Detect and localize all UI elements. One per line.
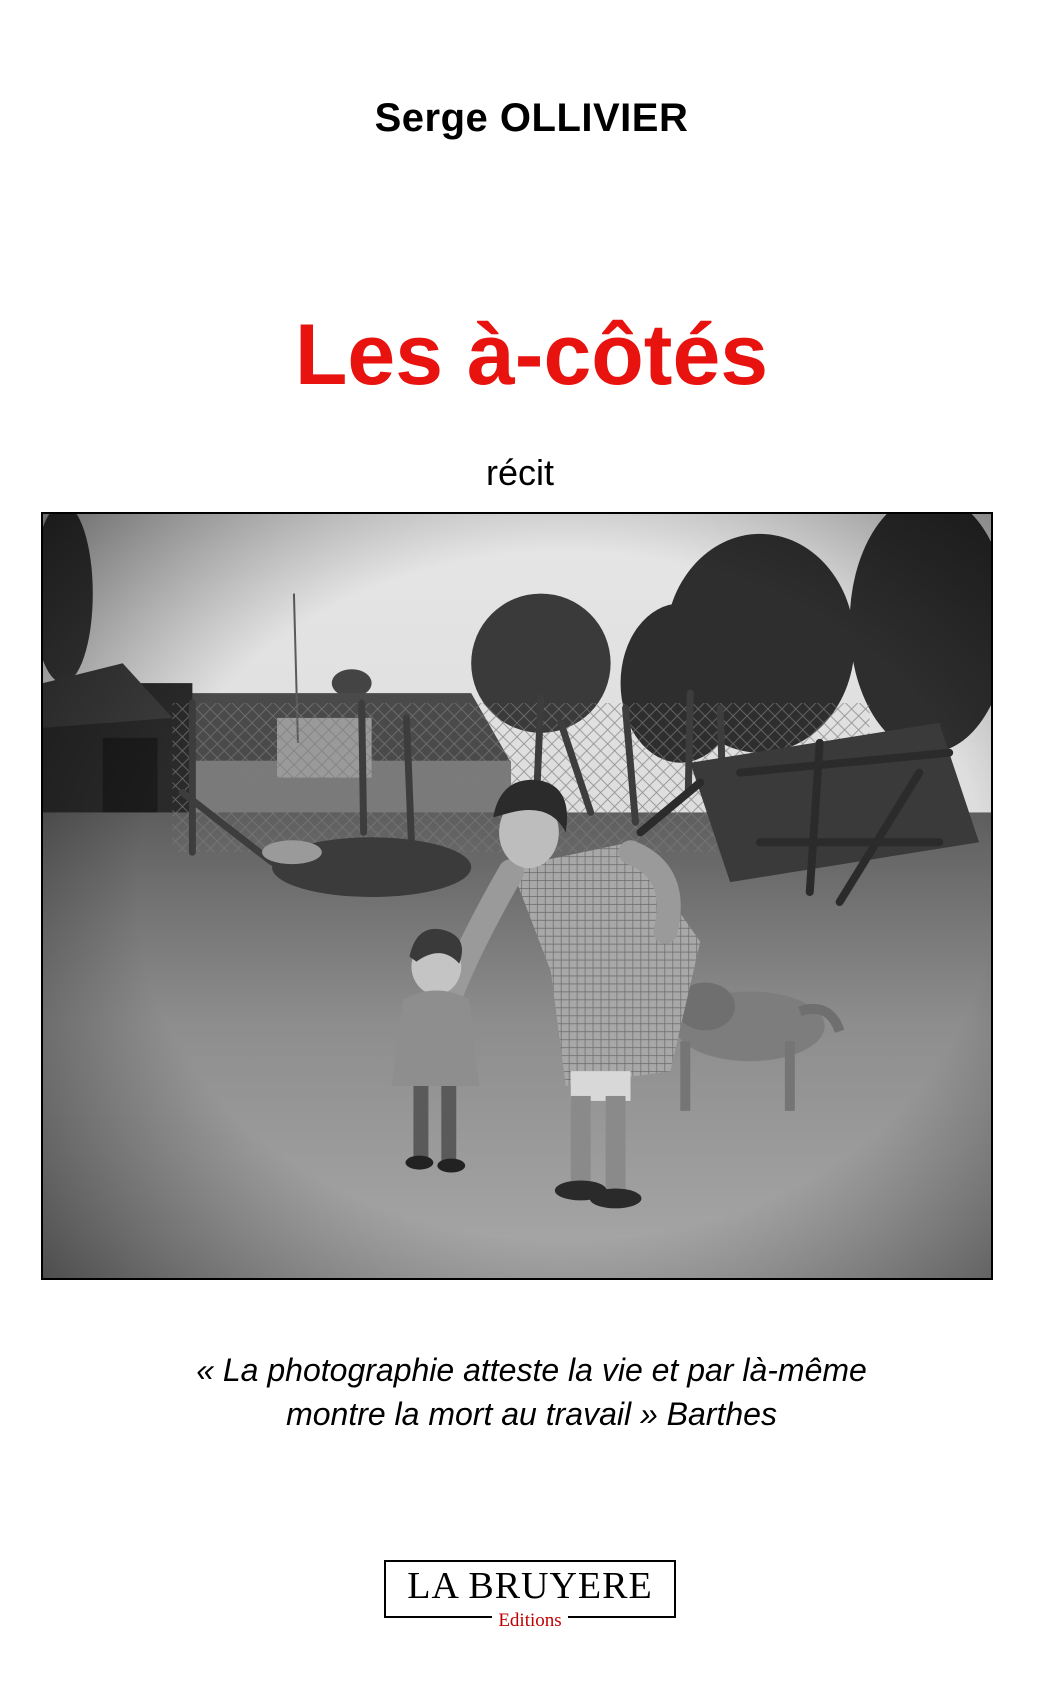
author-name: Serge OLLIVIER [374,96,689,140]
photo-illustration [43,514,991,1278]
cover-photograph [41,512,993,1280]
book-title: Les à-côtés [294,307,769,403]
photo-vignette [43,514,991,1278]
publisher-name: LA BRUYERE [407,1565,653,1607]
epigraph-quote [0,1348,1063,1436]
publisher-sub: Editions [492,1611,567,1630]
quote-line-1: « La photographie atteste la vie et par là-même [196,1352,867,1388]
publisher-logo [384,1560,676,1631]
genre-subtitle: récit [485,452,554,493]
quote-line-2: montre la mort au travail » Barthes [286,1396,777,1432]
